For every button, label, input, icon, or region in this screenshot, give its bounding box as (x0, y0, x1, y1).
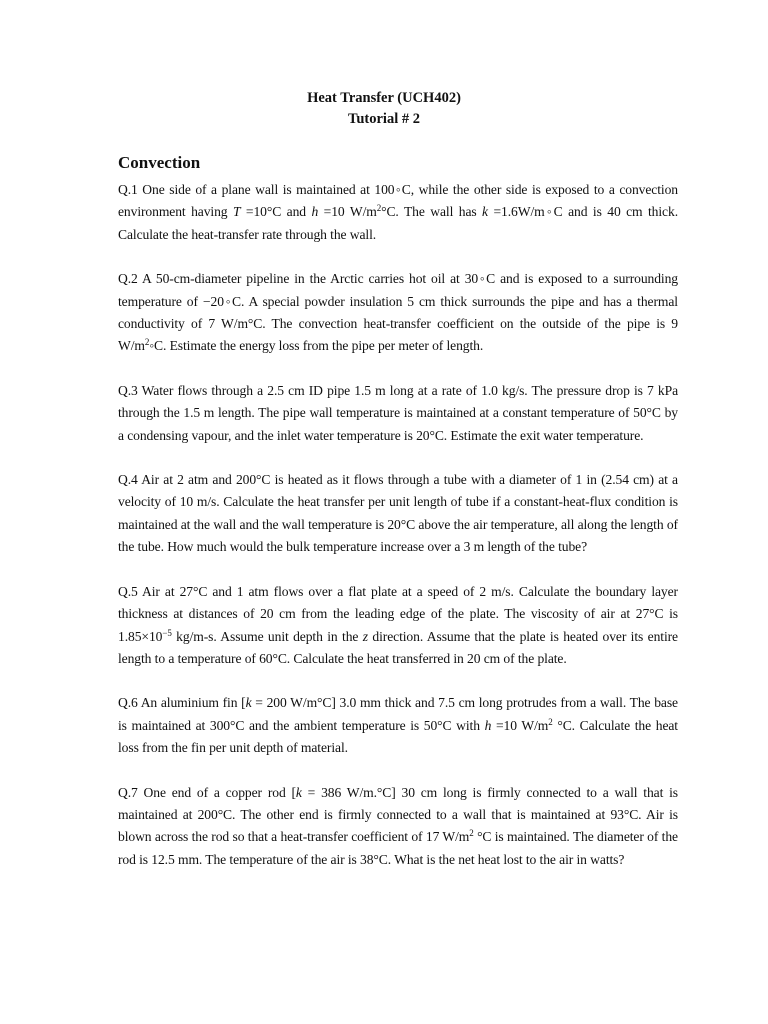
course-title: Heat Transfer (UCH402) (307, 90, 461, 106)
tutorial-title: Tutorial # 2 (348, 111, 420, 127)
question-6: Q.6 An aluminium fin [k = 200 W/m°C] 3.0 mm thick and 7.5 cm long protrudes from a wall. The base is maintained at 300°C and the ambient temperature is 50°C with h =10 $W/m^2$ °C. Calculate the heat loss from the fin per unit depth of material. (118, 695, 678, 756)
question-4: Q.4 Air at 2 atm and 200°C is heated as it flows through a tube with a diameter of 1 in (2.54 cm) at a velocity of 10 m/s. Calculate the heat transfer per unit length of tube if a constant-heat-flux condition is maintained at the wall and the wall temperature is 20°C above the air temperature, all along the length of the tube. How much would the bulk temperature increase over a 3 m length of the tube? (118, 472, 678, 555)
question-3: Q.3 Water flows through a 2.5 cm ID pipe 1.5 m long at a rate of 1.0 kg/s. The pressure drop is 7 kPa through the 1.5 m length. The pipe wall temperature is maintained at a constant temperature of 50°C by a condensing vapour, and the inlet water temperature is 20°C. Estimate the exit water temperature. (118, 382, 678, 443)
question-1: Q.1 One side of a plane wall is maintained at 100◦C, while the other side is exposed to a convection environment having T =10°C and h =10 $W/m^2^\circ C$. The wall has k =1.6W/m◦C and is 40 cm thick. Calculate the heat-transfer rate through the wall. (118, 182, 678, 242)
section-heading: Convection (118, 153, 201, 172)
question-7: Q.7 One end of a copper rod [k = 386 W/m.°C] 30 cm long is firmly connected to a wall that is maintained at 200°C. The other end is firmly connected to a wall that is maintained at 93°C. Air is blown across the rod so that a heat-transfer coefficient of 17 $W/m^2$ °C is maintained. The diameter of the rod is 12.5 mm. The temperature of the air is 38°C. What is the net heat lost to the air in watts? (118, 784, 678, 867)
document-header (0, 88, 768, 130)
question-list (118, 179, 678, 893)
question-2: Q.2 A 50-cm-diameter pipeline in the Arctic carries hot oil at 30◦C and is exposed to a surrounding temperature of −20◦C. A special powder insulation 5 cm thick surrounds the pipe and has a thermal conductivity of 7 W/m°C. The convection heat-transfer coefficient on the outside of the pipe is 9 $W/m^2◦C$. Estimate the energy loss from the pipe per meter of length. (118, 271, 678, 354)
question-5: Q.5 Air at 27°C and 1 atm flows over a flat plate at a speed of 2 m/s. Calculate the boundary layer thickness at distances of 20 cm from the leading edge of the plate. The viscosity of air at 27°C is $1.85\times 10^{-5}$ kg/m-s. Assume unit depth in the z direction. Assume that the plate is heated over its entire length to a temperature of 60°C. Calculate the heat transferred in 20 cm of the plate. (118, 583, 678, 666)
